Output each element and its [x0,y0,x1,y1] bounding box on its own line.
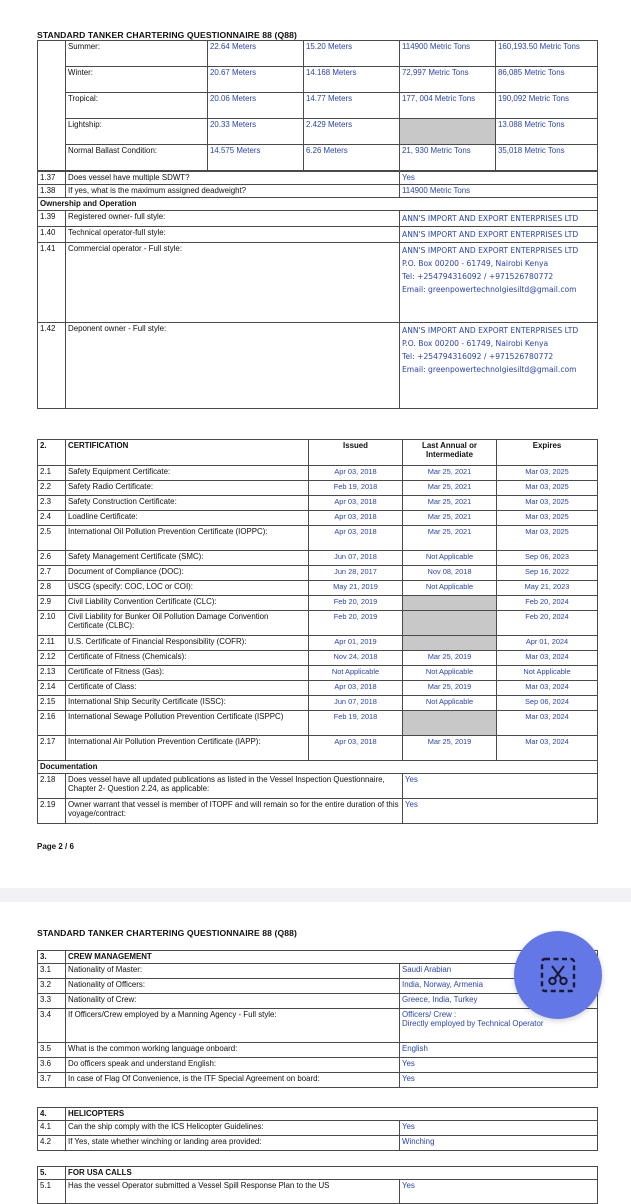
certification-header-row: 2. CERTIFICATION Issued Last Annual or Intermediate Expires [38,440,598,466]
question-row: 5.1 Has the vessel Operator submitted a Vessel Spill Response Plan to the US Yes [38,1180,598,1204]
certificate-row: 2.5 International Oil Pollution Prevention Certificate (IOPPC): Apr 03, 2018 Mar 25, 2021 Mar 03, 2025 [38,526,598,551]
page-separator [0,888,631,902]
certificate-row: 2.10 Civil Liability for Bunker Oil Pollution Damage Convention Certificate (CLBC): Feb 20, 2019 Feb 20, 2024 [38,611,598,636]
section-header: 3. CREW MANAGEMENT [38,951,598,964]
ownership-table [37,171,598,409]
load-line-row: Normal Ballast Condition: 14.575 Meters 6.26 Meters 21, 930 Metric Tons 35,018 Metric Tons [38,145,598,171]
question-row: 3.3 Nationality of Crew: Greece, India, Turkey [38,994,598,1009]
question-row: 1.38 If yes, what is the maximum assigned deadweight? 114900 Metric Tons [38,185,598,198]
certificate-row: 2.6 Safety Management Certificate (SMC): Jun 07, 2018 Not Applicable Sep 06, 2023 [38,551,598,566]
certificate-row: 2.14 Certificate of Class: Apr 03, 2018 Mar 25, 2019 Mar 03, 2024 [38,681,598,696]
question-row: 2.19 Owner warrant that vessel is member of ITOPF and will remain so for the entire duration of this voyage/contract: Yes [38,799,598,824]
certificate-row: 2.1 Safety Equipment Certificate: Apr 03, 2018 Mar 25, 2021 Mar 03, 2025 [38,466,598,481]
section-header: Documentation [38,761,598,774]
question-row: 1.37 Does vessel have multiple SDWT? Yes [38,172,598,185]
question-row: 3.4 If Officers/Crew employed by a Manning Agency - Full style: Officers/ Crew : Directly employed by Technical Operator [38,1009,598,1043]
page-title: STANDARD TANKER CHARTERING QUESTIONNAIRE 88 (Q88) [37,30,298,40]
question-row: 2.18 Does vessel have all updated publications as listed in the Vessel Inspection Questionnaire, Chapter 2- Question 2.24, as applicable: Yes [38,774,598,799]
certificate-row: 2.9 Civil Liability Convention Certificate (CLC): Feb 20, 2019 Feb 20, 2024 [38,596,598,611]
page-title: STANDARD TANKER CHARTERING QUESTIONNAIRE 88 (Q88) [37,928,298,938]
question-row: 1.40 Technical operator-full style: ANN'S IMPORT AND EXPORT ENTERPRISES LTD [38,227,598,243]
certificate-row: 2.7 Document of Compliance (DOC): Jun 28, 2017 Nov 08, 2018 Sep 16, 2022 [38,566,598,581]
certificate-row: 2.15 International Ship Security Certificate (ISSC): Jun 07, 2018 Not Applicable Sep 06, 2024 [38,696,598,711]
question-row: 3.5 What is the common working language onboard: English [38,1043,598,1058]
certificate-row: 2.12 Certificate of Fitness (Chemicals): Nov 24, 2018 Mar 25, 2019 Mar 03, 2024 [38,651,598,666]
question-row: 3.2 Nationality of Officers: India, Norway, Armenia [38,979,598,994]
question-row: 1.41 Commercial operator - Full style: ANN'S IMPORT AND EXPORT ENTERPRISES LTD P.O. Box 00200 - 61749, Nairobi Kenya Tel: +254794316092 / +971526780772 Email: greenpowertechnolgiesiltd@gmail.com [38,243,598,323]
helicopters-table [37,1107,598,1151]
certificate-row: 2.2 Safety Radio Certificate: Feb 19, 2018 Mar 25, 2021 Mar 03, 2025 [38,481,598,496]
certificate-row: 2.16 International Sewage Pollution Prevention Certificate (ISPPC) Feb 19, 2018 Mar 03, 2024 [38,711,598,736]
load-line-table [37,40,598,171]
question-row: 4.2 If Yes, state whether winching or landing area provided: Winching [38,1136,598,1151]
load-line-row: Winter: 20.67 Meters 14.168 Meters 72,997 Metric Tons 86,085 Metric Tons [38,67,598,93]
load-line-row: Summer: 22.64 Meters 15.20 Meters 114900 Metric Tons 160,193.50 Metric Tons [38,41,598,67]
certification-table [37,439,598,824]
question-row: 3.6 Do officers speak and understand English: Yes [38,1058,598,1073]
certificate-row: 2.4 Loadline Certificate: Apr 03, 2018 Mar 25, 2021 Mar 03, 2025 [38,511,598,526]
load-line-row: Lightship: 20.33 Meters 2.429 Meters 13.088 Metric Tons [38,119,598,145]
screenshot-crop-button[interactable] [514,931,602,1019]
section-header: Ownership and Operation [38,198,598,211]
question-row: 1.42 Deponent owner - Full style: ANN'S IMPORT AND EXPORT ENTERPRISES LTD P.O. Box 00200 - 61749, Nairobi Kenya Tel: +254794316092 / +971526780772 Email: greenpowertechnolgiesiltd@gmail.com [38,323,598,409]
usa-calls-table [37,1166,598,1204]
certificate-row: 2.11 U.S. Certificate of Financial Responsibility (COFR): Apr 01, 2019 Apr 01, 2024 [38,636,598,651]
page-number: Page 2 / 6 [37,842,74,851]
question-row: 1.39 Registered owner- full style: ANN'S IMPORT AND EXPORT ENTERPRISES LTD [38,211,598,227]
section-header: 5. FOR USA CALLS [38,1167,598,1180]
certificate-row: 2.17 International Air Pollution Prevention Certificate (IAPP): Apr 03, 2018 Mar 25, 2019 Mar 03, 2024 [38,736,598,761]
certificate-row: 2.13 Certificate of Fitness (Gas): Not Applicable Not Applicable Not Applicable [38,666,598,681]
section-header: 4. HELICOPTERS [38,1108,598,1121]
question-row: 3.1 Nationality of Master: Saudi Arabian [38,964,598,979]
scissors-select-icon [538,955,578,995]
question-row: 3.7 In case of Flag Of Convenience, is the ITF Special Agreement on board: Yes [38,1073,598,1088]
question-row: 4.1 Can the ship comply with the ICS Helicopter Guidelines: Yes [38,1121,598,1136]
certificate-row: 2.3 Safety Construction Certificate: Apr 03, 2018 Mar 25, 2021 Mar 03, 2025 [38,496,598,511]
load-line-row: Tropical: 20.06 Meters 14.77 Meters 177, 004 Metric Tons 190,092 Metric Tons [38,93,598,119]
certificate-row: 2.8 USCG (specify: COC, LOC or COI): May 21, 2019 Not Applicable May 21, 2023 [38,581,598,596]
